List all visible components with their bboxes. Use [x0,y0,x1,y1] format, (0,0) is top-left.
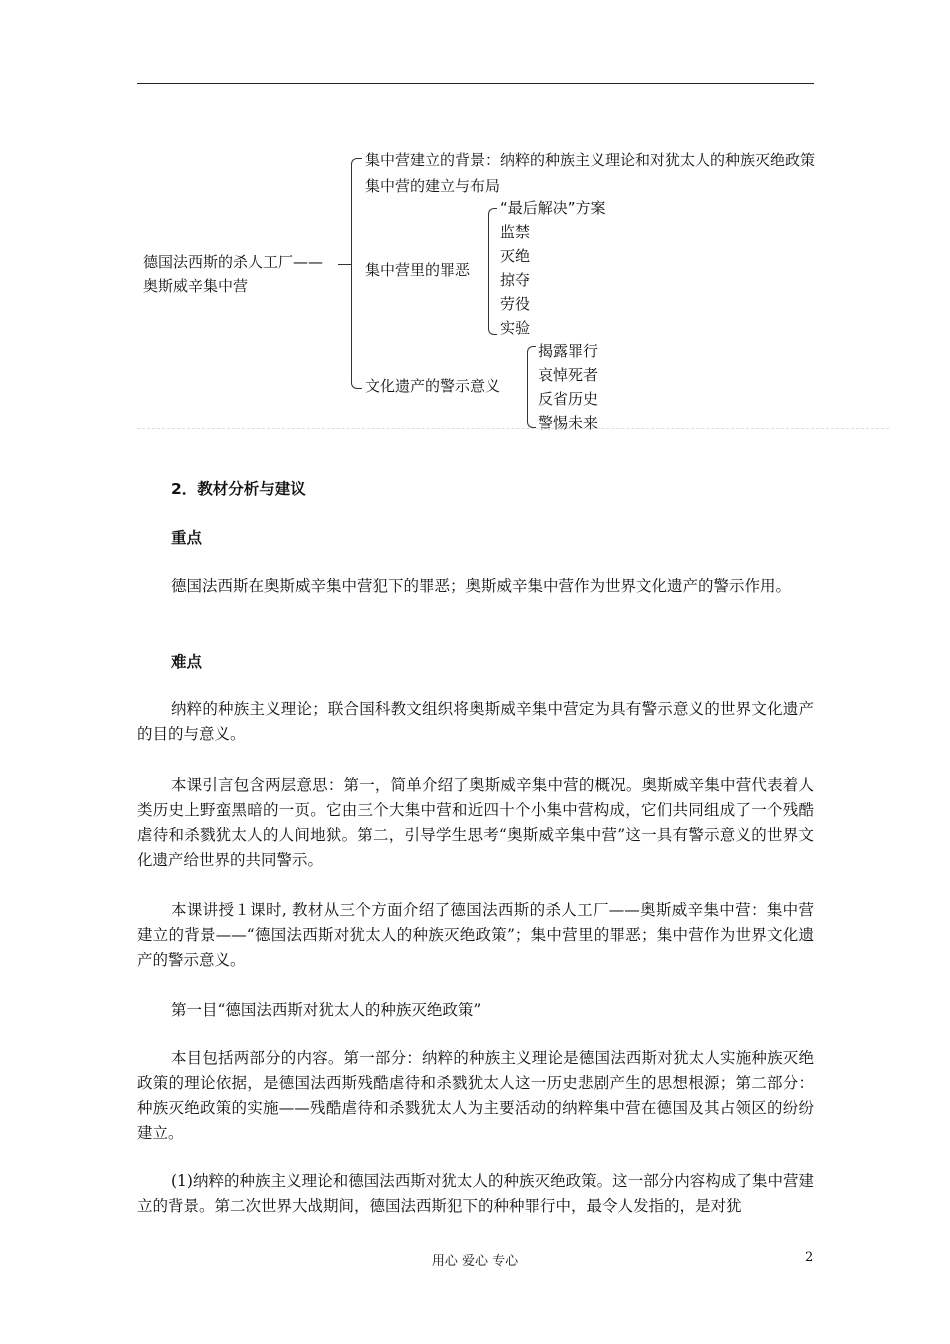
legacy-item: 哀悼死者 [538,366,599,384]
body-paragraph: 本目包括两部分的内容。第一部分：纳粹的种族主义理论是德国法西斯对犹太人实施种族灭绝政策的理论依据，是德国法西斯残酷虐待和杀戮犹太人这一历史悲剧产生的思想根源；第二部分：种族灭绝政策的实施——残酷虐待和杀戮犹太人为主要活动的纳粹集中营在德国及其占领区的纷纷建立。 [137,1049,814,1142]
body-paragraph: (1)纳粹的种族主义理论和德国法西斯对犹太人的种族灭绝政策。这一部分内容构成了集中营建立的背景。第二次世界大战期间，德国法西斯犯下的种种罪行中，最令人发指的，是对犹 [137,1172,814,1215]
concept-diagram [0,0,950,440]
branch-background: 集中营建立的背景：纳粹的种族主义理论和对犹太人的种族灭绝政策 [365,151,816,169]
diagram-root-line-2: 奥斯威辛集中营 [143,277,249,295]
key-points-text: 德国法西斯在奥斯威辛集中营犯下的罪恶；奥斯威辛集中营作为世界文化遗产的警示作用。 [171,577,792,595]
legacy-item: 揭露罪行 [538,342,599,360]
footer-slogan: 用心 爱心 专心 [431,1254,519,1269]
diagram-bottom-rule [137,428,889,429]
crime-item: 劳役 [500,295,531,313]
key-points-heading: 重点 [171,529,203,547]
difficulties-heading: 难点 [171,653,203,671]
crime-item: 掠夺 [500,271,531,289]
crime-item: 实验 [500,319,531,337]
branch-crimes: 集中营里的罪恶 [365,261,471,279]
crime-item: “最后解决”方案 [500,199,606,217]
branch-legacy: 文化遗产的警示意义 [365,377,501,395]
branch-establishment: 集中营的建立与布局 [365,177,501,195]
legacy-bracket [527,346,536,428]
page-number: 2 [805,1250,814,1265]
difficulties-text: 纳粹的种族主义理论；联合国科教文组织将奥斯威辛集中营定为具有警示意义的世界文化遗产的目的与意义。 [137,700,814,743]
subsection-title: 第一目“德国法西斯对犹太人的种族灭绝政策” [171,1001,482,1019]
legacy-item: 反省历史 [538,390,599,408]
legacy-item: 警惕未来 [538,414,599,432]
crime-item: 监禁 [500,223,531,241]
main-bracket [351,158,362,389]
main-connector [338,264,352,265]
crime-item: 灭绝 [500,247,531,265]
diagram-root-line-1: 德国法西斯的杀人工厂—— [143,253,324,271]
crimes-bracket [488,208,497,335]
body-paragraph: 本课引言包含两层意思：第一，简单介绍了奥斯威辛集中营的概况。奥斯威辛集中营代表着人类历史上野蛮黑暗的一页。它由三个大集中营和近四十个小集中营构成，它们共同组成了一个残酷虐待和杀戮犹太人的人间地狱。第二，引导学生思考“奥斯威辛集中营”这一具有警示意义的世界文化遗产给世界的共同警示。 [137,776,814,869]
section-heading: 2．教材分析与建议 [171,480,306,498]
body-paragraph: 本课讲授１课时, 教材从三个方面介绍了德国法西斯的杀人工厂——奥斯威辛集中营：集中营建立的背景——“德国法西斯对犹太人的种族灭绝政策”；集中营里的罪恶；集中营作为世界文化遗产的警示意义。 [137,901,814,969]
